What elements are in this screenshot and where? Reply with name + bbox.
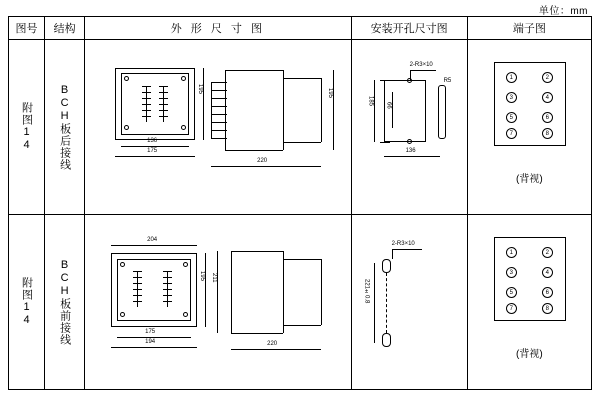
- r1-front-inner: [121, 73, 189, 135]
- table-row: [9, 40, 592, 215]
- r2-term-8: 8: [542, 303, 553, 314]
- r2-dim-175: 175: [145, 329, 156, 335]
- row1-terminal-drawing: [467, 40, 591, 215]
- r2-term-2: 2: [542, 247, 553, 258]
- r2-dim-204: 204: [147, 237, 158, 243]
- row2-terminal-drawing: [467, 215, 591, 390]
- r1-term-6: 6: [542, 112, 553, 123]
- r1-note-slot: 2-R3×10: [409, 62, 433, 68]
- r1-dim-185: 185: [367, 96, 374, 107]
- row1-structure: [45, 40, 85, 215]
- r1-term-4: 4: [542, 92, 553, 103]
- r2-term-5: 5: [506, 287, 517, 298]
- r2-note-slot: 2-R3×10: [391, 241, 415, 247]
- r1-term-3: 3: [506, 92, 517, 103]
- r1-coil-left: [142, 86, 151, 122]
- r1-dim-195-front: 195: [197, 84, 204, 95]
- r1-term-8: 8: [542, 128, 553, 139]
- r2-dim-211: 211: [211, 273, 218, 283]
- r1-dim-66: 66: [385, 102, 392, 109]
- r2-terminal-caption: (背视): [516, 349, 543, 360]
- r1-dim-136-mount: 136: [405, 148, 416, 154]
- r1-coil-right: [159, 86, 168, 122]
- row2-fig-no-text: 附图14: [20, 277, 33, 327]
- row2-fig-no: [9, 215, 45, 390]
- row1-mounting-drawing: [351, 40, 467, 215]
- row1-fig-no: [9, 40, 45, 215]
- r2-dim-195: 195: [199, 271, 206, 282]
- r2-dim-194: 194: [145, 339, 156, 345]
- row1-fig-no-text: 附图14: [20, 102, 33, 152]
- dimension-table: [8, 16, 592, 390]
- r1-mount-opening: [384, 80, 426, 142]
- r2-slot-top: [382, 259, 391, 273]
- row1-structure-text: BCH板后接线: [58, 83, 71, 171]
- header-fig-no: 图号: [9, 17, 45, 40]
- r2-term-7: 7: [506, 303, 517, 314]
- r2-slot-bottom: [382, 333, 391, 347]
- r2-front-inner: [117, 259, 191, 321]
- r2-coil-left: [133, 271, 142, 307]
- header-outline: 外 形 尺 寸 图: [85, 17, 351, 40]
- r1-dim-220: 220: [257, 158, 268, 164]
- r1-term-1: 1: [506, 72, 517, 83]
- r1-note-r5: R5: [443, 78, 452, 84]
- r1-terminal-plate: [494, 62, 566, 146]
- r2-terminal-plate: [494, 237, 566, 321]
- r1-term-5: 5: [506, 112, 517, 123]
- r1-dim-136: 136: [147, 138, 158, 144]
- table-row: [9, 215, 592, 390]
- row2-structure: [45, 215, 85, 390]
- r1-term-2: 2: [542, 72, 553, 83]
- table-header-row: [9, 17, 592, 40]
- r2-term-6: 6: [542, 287, 553, 298]
- r1-side-strip: [438, 85, 446, 139]
- r2-term-4: 4: [542, 267, 553, 278]
- r2-coil-right: [163, 271, 172, 307]
- r2-term-1: 1: [506, 247, 517, 258]
- unit-note: 单位：mm: [538, 6, 588, 17]
- row1-outline-drawing: [85, 40, 351, 215]
- r1-term-7: 7: [506, 128, 517, 139]
- r1-dim-195-side: 195: [327, 88, 334, 99]
- r1-dim-175: 175: [147, 148, 158, 154]
- row2-structure-text: BCH板前接线: [58, 258, 71, 346]
- r2-term-3: 3: [506, 267, 517, 278]
- header-structure: 结构: [45, 17, 85, 40]
- header-mounting: 安装开孔尺寸图: [351, 17, 467, 40]
- row2-outline-drawing: [85, 215, 351, 390]
- header-terminal: 端子图: [467, 17, 591, 40]
- r2-dim-220: 220: [267, 341, 278, 347]
- row2-mounting-drawing: [351, 215, 467, 390]
- r2-dim-221: 221±0.8: [363, 279, 370, 304]
- r1-terminal-caption: (背视): [516, 174, 543, 185]
